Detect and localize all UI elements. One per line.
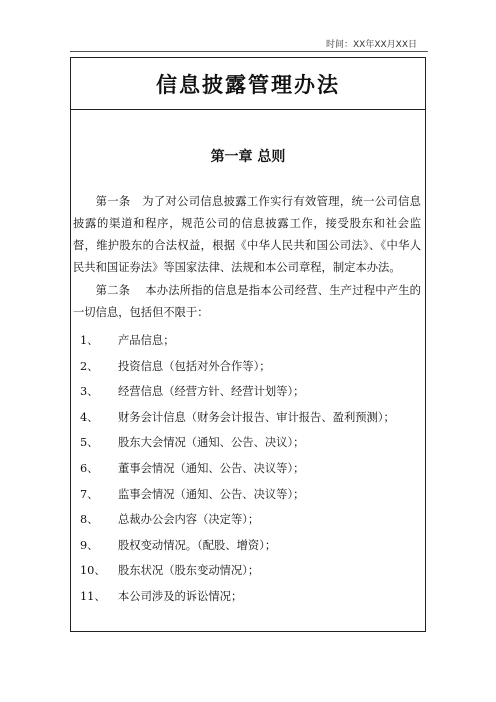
list-item-text: 股东状况（股东变动情况）； — [118, 564, 260, 578]
list-item-number: 4、 — [80, 410, 99, 424]
article-2 — [73, 280, 421, 324]
list-item-text: 本公司涉及的诉讼情况； — [118, 589, 243, 603]
document-frame — [70, 57, 426, 632]
list-item-number: 10、 — [80, 564, 106, 578]
list-item — [73, 482, 421, 508]
header-date: 时间：XX年XX月XX日 — [326, 40, 417, 50]
title-cell — [71, 58, 425, 110]
list-item — [73, 430, 421, 456]
list-item-text: 产品信息； — [118, 334, 175, 347]
list-item — [73, 379, 421, 405]
article-1 — [73, 191, 421, 279]
list-item-text: 监事会情况（通知、公告、决议等）； — [118, 487, 305, 501]
list-item-text: 投资信息（包括对外合作等）； — [118, 359, 271, 373]
list-item-number: 1、 — [80, 334, 99, 347]
list-item-text: 经营信息（经营方针、经营计划等）； — [118, 385, 305, 399]
list-item — [73, 354, 421, 380]
article-text: 本办法所指的信息是指本公司经营、生产过程中产生的一切信息，包括但不限于： — [73, 284, 421, 319]
list-item-number: 9、 — [80, 538, 99, 552]
header-rule — [70, 51, 428, 52]
list-item-number: 6、 — [80, 461, 99, 475]
list-item — [73, 405, 421, 431]
article-label: 第一条 — [95, 195, 131, 208]
chapter-heading: 第一章 总则 — [210, 149, 286, 165]
list-item-number: 3、 — [80, 385, 99, 399]
list-item-number: 2、 — [80, 359, 99, 373]
list-item-number: 11、 — [80, 589, 106, 603]
list-item-text: 股东大会情况（通知、公告、决议）； — [118, 436, 305, 450]
list-item-number: 5、 — [80, 436, 99, 450]
list-item-text: 董事会情况（通知、公告、决议等）； — [118, 461, 305, 475]
list-item — [73, 507, 421, 533]
document-body — [73, 191, 421, 610]
list-item — [73, 558, 421, 584]
list-item-text: 财务会计信息（财务会计报告、审计报告、盈利预测）； — [118, 410, 395, 424]
info-list — [73, 328, 421, 610]
list-item — [73, 456, 421, 482]
list-item-text: 股权变动情况。（配股、增资）； — [118, 538, 277, 552]
article-label: 第二条 — [95, 284, 131, 297]
list-item — [73, 584, 421, 610]
list-item-number: 8、 — [80, 513, 99, 527]
list-item — [73, 328, 421, 354]
document-title: 信息披露管理办法 — [156, 71, 340, 97]
article-text: 为了对公司信息披露工作实行有效管理，统一公司信息披露的渠道和程序，规范公司的信息披露工作，接受股东和社会监督，维护股东的合法权益，根据《中华人民共和国公司法》、《中华人民共和国证券法》等国家法律、法规和本公司章程，制定本办法。 — [73, 195, 421, 274]
list-item-text: 总裁办公会内容（决定等）； — [118, 513, 260, 527]
list-item-number: 7、 — [80, 487, 99, 501]
list-item — [73, 533, 421, 559]
